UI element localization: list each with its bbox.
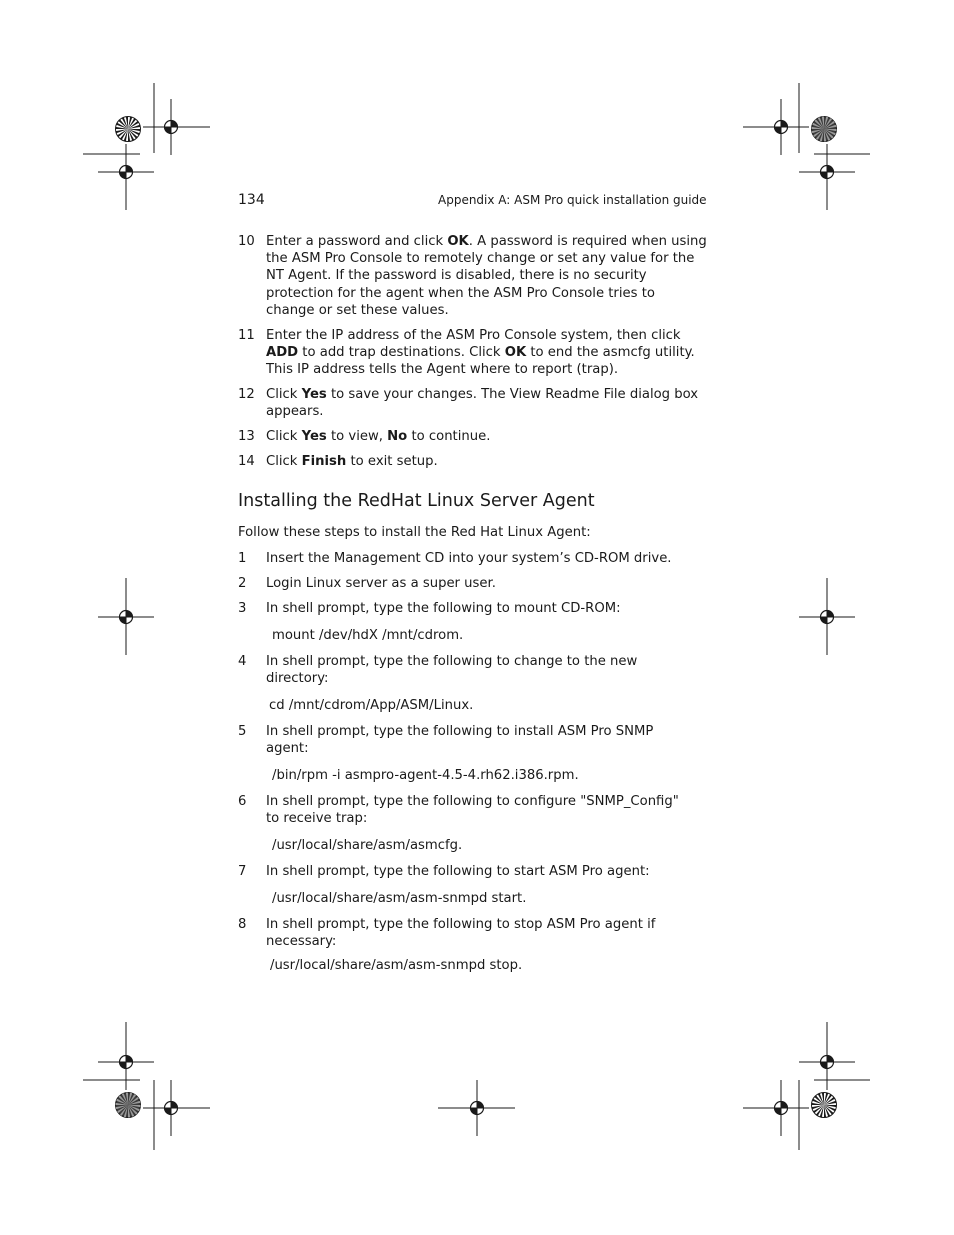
text-run: to continue. [407,429,491,444]
step-text-line [266,916,708,933]
text-run: to exit setup. [346,454,438,469]
step-number: 8 [238,917,247,932]
step-number: 3 [238,601,247,616]
command-line: /usr/local/share/asm/asm-snmpd start. [272,891,527,906]
step-item [238,233,708,319]
step-text-line [266,670,708,687]
bold-term: OK [447,234,469,249]
step-text-line [266,250,708,267]
text-run: change or set these values. [266,302,449,318]
command-line: /usr/local/share/asm/asm-snmpd stop. [270,958,523,973]
step-text [266,863,708,880]
step-text [266,386,708,420]
step-item [238,575,708,592]
step-text [266,793,708,827]
step-text-line [266,575,708,592]
starburst-target-icon [812,117,837,142]
step-text-line [266,386,708,403]
text-run: agent: [266,741,309,757]
section-intro: Follow these steps to install the Red Hat Linux Agent: [238,525,591,540]
text-run: Click [266,429,302,444]
step-text-line [266,793,708,810]
text-run: Click [266,454,302,469]
step-text [266,327,708,379]
step-item [238,863,708,880]
running-header-title: Appendix A: ASM Pro quick installation guide [438,193,707,207]
step-text-line [266,233,708,250]
step-item [238,453,708,470]
text-run: In shell prompt, type the following to stop ASM Pro agent if [266,917,656,932]
text-run: Login Linux server as a super user. [266,576,496,591]
command-line: /bin/rpm -i asmpro-agent-4.5-4.rh62.i386.rpm. [272,768,579,783]
text-run: directory: [266,671,329,687]
step-text [266,600,708,617]
step-item [238,723,708,757]
text-run: to add trap destinations. Click [298,345,505,361]
text-run: In shell prompt, type the following to mount CD-ROM: [266,601,621,616]
step-text [266,575,708,592]
step-item [238,653,708,687]
step-text-line [266,267,708,284]
step-number: 13 [238,429,255,444]
step-text-line [266,327,708,344]
command-line: mount /dev/hdX /mnt/cdrom. [272,628,464,643]
text-run: This IP address tells the Agent where to report (trap). [266,362,619,378]
step-text-line [266,428,708,445]
step-item [238,428,708,445]
step-item [238,386,708,420]
starburst-target-icon [116,1093,141,1118]
step-text-line [266,302,708,319]
step-text [266,428,708,445]
step-text [266,653,708,687]
starburst-target-icon [812,1093,837,1118]
text-run: In shell prompt, type the following to configure "SNMP_Config" [266,794,679,809]
step-item [238,793,708,827]
step-text [266,550,708,567]
text-run: to end the asmcfg utility. [526,345,695,361]
section-heading: Installing the RedHat Linux Server Agent [238,491,595,511]
text-run: . A password is required when using [468,234,707,249]
text-run: protection for the agent when the ASM Pro Console tries to [266,285,655,301]
bold-term: No [387,429,408,444]
step-text-line [266,285,708,302]
command-line: cd /mnt/cdrom/App/ASM/Linux. [269,698,474,713]
step-text [266,233,708,319]
step-text [266,916,708,950]
text-run: appears. [266,404,324,420]
step-number: 2 [238,576,247,591]
bold-term: ADD [266,345,299,361]
page-number: 134 [238,192,265,208]
step-text-line [266,361,708,378]
step-text-line [266,653,708,670]
step-text-line [266,403,708,420]
step-item [238,327,708,379]
step-text [266,453,708,470]
step-text-line [266,600,708,617]
bold-term: OK [504,345,527,361]
starburst-target-icon [116,117,141,142]
step-number: 14 [238,454,255,469]
text-run: NT Agent. If the password is disabled, there is no security [266,268,647,284]
text-run: In shell prompt, type the following to install ASM Pro SNMP [266,724,654,739]
step-text-line [266,723,708,740]
step-text-line [266,550,708,567]
step-number: 4 [238,654,247,669]
step-number: 10 [238,234,255,249]
text-run: the ASM Pro Console to remotely change or set any value for the [266,251,695,267]
step-text-line [266,740,708,757]
bold-term: Finish [301,454,347,469]
text-run: In shell prompt, type the following to change to the new [266,654,638,669]
text-run: In shell prompt, type the following to start ASM Pro agent: [266,864,650,879]
step-text-line [266,453,708,470]
text-run: Enter the IP address of the ASM Pro Console system, then click [266,328,681,343]
step-text-line [266,344,708,361]
step-number: 7 [238,864,247,879]
text-run: to receive trap: [266,811,368,827]
text-run: to view, [326,429,388,444]
text-run: Click [266,387,302,402]
text-run: Insert the Management CD into your system’s CD-ROM drive. [266,551,672,566]
text-run: Enter a password and click [266,234,448,249]
step-text-line [266,933,708,950]
step-text [266,723,708,757]
command-line: /usr/local/share/asm/asmcfg. [272,838,463,853]
bold-term: Yes [301,387,327,402]
step-item [238,600,708,617]
step-text-line [266,863,708,880]
step-item [238,916,708,950]
text-run: to save your changes. The View Readme File dialog box [326,387,699,402]
step-item [238,550,708,567]
step-number: 6 [238,794,247,809]
text-run: necessary: [266,934,337,950]
step-number: 12 [238,387,255,402]
step-number: 11 [238,328,255,343]
step-number: 1 [238,551,247,566]
bold-term: Yes [301,429,327,444]
step-number: 5 [238,724,247,739]
step-text-line [266,810,708,827]
